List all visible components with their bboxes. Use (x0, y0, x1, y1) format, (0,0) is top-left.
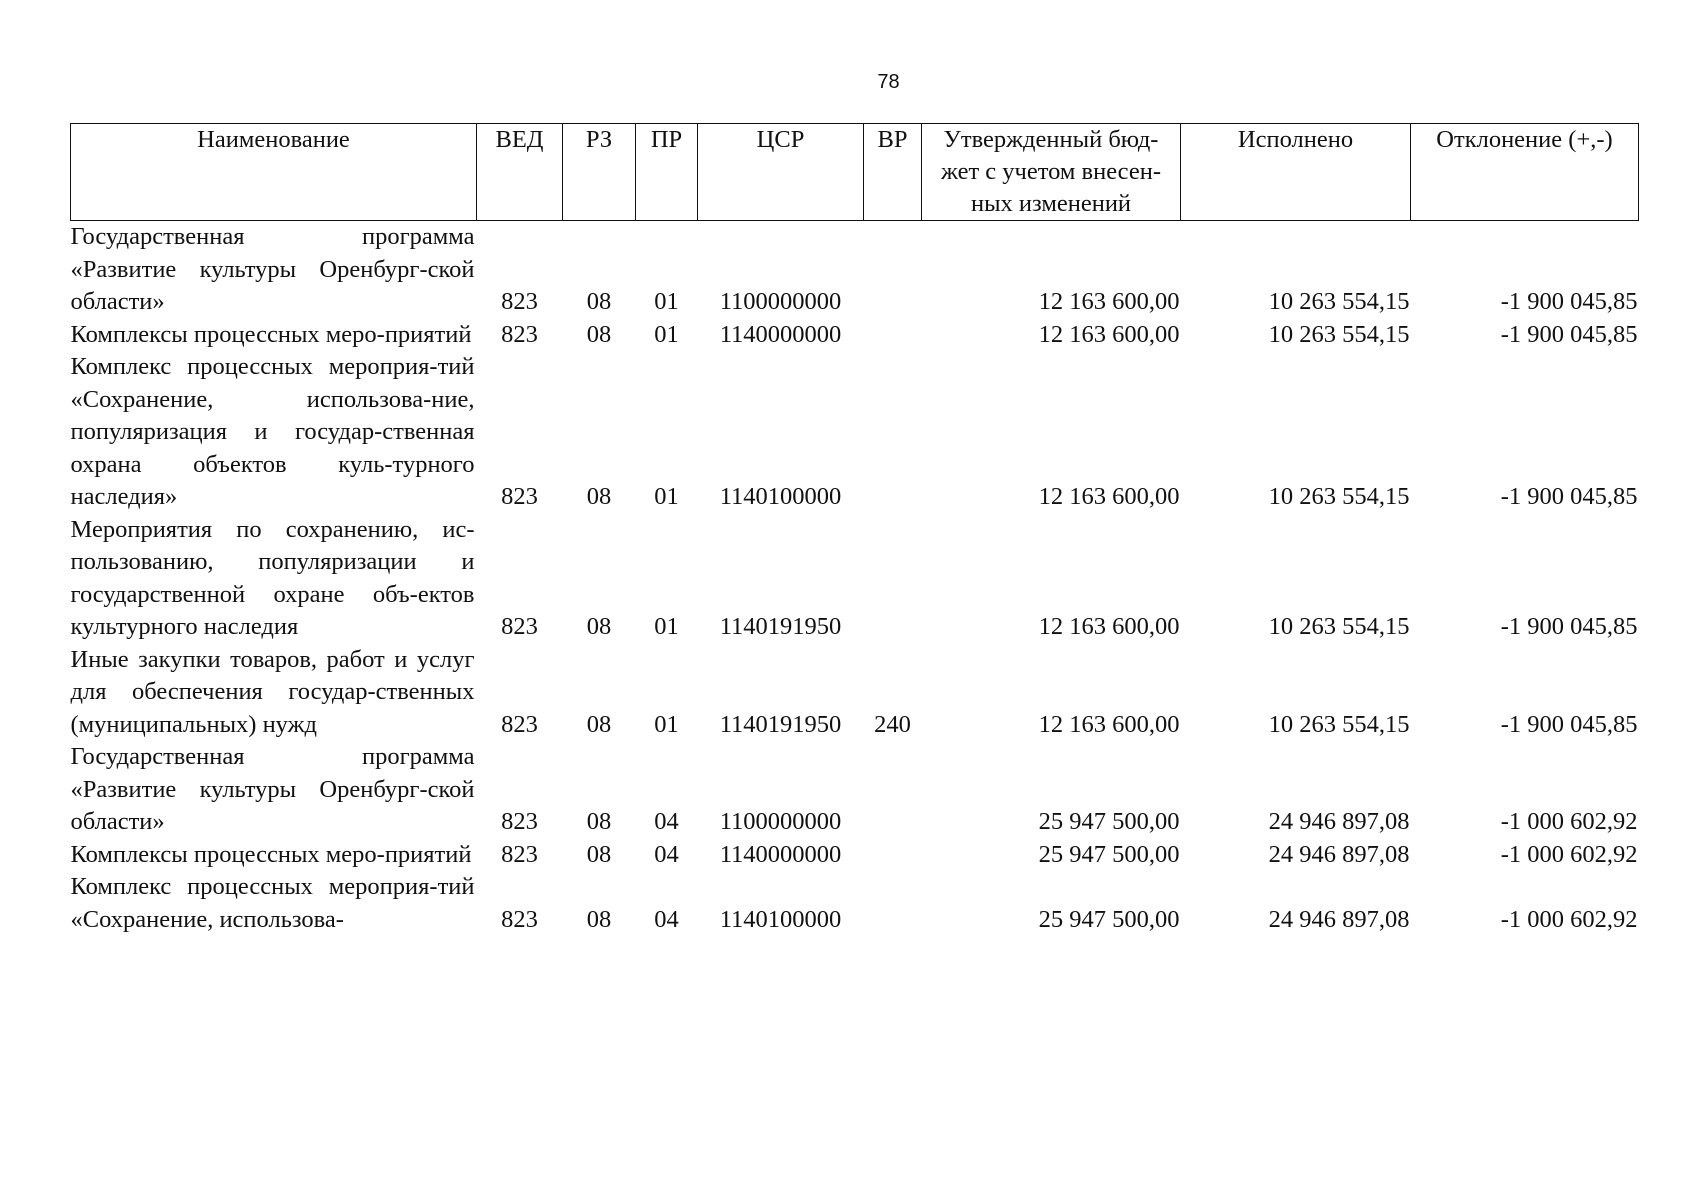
row-approved-budget: 25 947 500,00 (1038, 840, 1180, 868)
row-ved: 823 (501, 613, 538, 640)
row-rz: 08 (586, 905, 612, 933)
row-rz: 08 (586, 613, 612, 640)
row-executed: 10 263 554,15 (1268, 613, 1410, 640)
header-rz: РЗ (563, 124, 636, 221)
row-name: Комплексы процессных меро-приятий (70, 320, 472, 348)
row-rz: 08 (586, 710, 612, 738)
row-name: Комплекс процессных мероприя-тий «Сохранение, использова- (70, 873, 475, 933)
row-rz: 08 (586, 840, 612, 868)
row-rz: 08 (586, 808, 612, 835)
row-pr: 01 (654, 710, 679, 738)
header-deviation: Отклонение (+,-) (1411, 124, 1639, 221)
row-approved-budget: 12 163 600,00 (1038, 320, 1180, 348)
table-row (71, 741, 1639, 839)
row-csr: 1140000000 (719, 840, 842, 868)
row-approved-budget: 12 163 600,00 (1038, 483, 1180, 510)
row-ved: 823 (501, 320, 538, 348)
row-pr: 04 (654, 840, 679, 868)
row-executed: 10 263 554,15 (1268, 320, 1410, 348)
table-header-row (71, 124, 1639, 221)
header-pr: ПР (636, 124, 698, 221)
row-csr: 1140100000 (719, 905, 842, 933)
row-name: Государственная программа «Развитие культуры Оренбург-ской области» (70, 743, 475, 835)
table-row (71, 871, 1639, 936)
row-rz: 08 (586, 483, 612, 510)
header-approved-budget: Утвержденный бюд-жет с учетом внесен-ных изменений (922, 124, 1181, 221)
row-executed: 24 946 897,08 (1268, 905, 1410, 933)
row-ved: 823 (501, 483, 538, 510)
row-rz: 08 (586, 320, 612, 348)
row-pr: 01 (654, 288, 679, 315)
page-number: 78 (877, 71, 900, 93)
row-approved-budget: 12 163 600,00 (1038, 613, 1180, 640)
row-ved: 823 (501, 288, 538, 315)
table-row (71, 351, 1639, 514)
row-csr: 1140100000 (719, 483, 842, 510)
row-deviation: -1 900 045,85 (1500, 613, 1638, 640)
row-vr (864, 351, 922, 514)
row-ved: 823 (501, 905, 538, 933)
row-deviation: -1 900 045,85 (1500, 710, 1638, 738)
row-rz: 08 (586, 288, 612, 315)
budget-execution-table (70, 123, 1639, 936)
header-name: Наименование (71, 124, 477, 221)
row-deviation: -1 000 602,92 (1500, 808, 1638, 835)
row-pr: 04 (654, 808, 679, 835)
row-executed: 10 263 554,15 (1268, 288, 1410, 315)
row-vr (864, 741, 922, 839)
row-name: Комплекс процессных мероприя-тий «Сохранение, использова-ние, популяризация и государ-ственная охрана объектов куль-турного наследия» (70, 353, 475, 510)
row-pr: 01 (654, 320, 679, 348)
table-row (71, 644, 1639, 742)
table-row (71, 839, 1639, 872)
row-approved-budget: 12 163 600,00 (1038, 288, 1180, 315)
table-row (71, 514, 1639, 644)
row-vr (864, 319, 922, 352)
row-csr: 1140000000 (719, 320, 842, 348)
row-vr (864, 221, 922, 319)
header-vr: ВР (864, 124, 922, 221)
table-row (71, 319, 1639, 352)
row-name: Комплексы процессных меро-приятий (70, 840, 472, 868)
header-ved: ВЕД (477, 124, 563, 221)
row-approved-budget: 25 947 500,00 (1038, 905, 1180, 933)
row-vr (864, 871, 922, 936)
row-executed: 10 263 554,15 (1268, 483, 1410, 510)
row-ved: 823 (501, 808, 538, 835)
row-approved-budget: 25 947 500,00 (1038, 808, 1180, 835)
row-vr: 240 (874, 710, 911, 738)
row-deviation: -1 900 045,85 (1500, 288, 1638, 315)
row-deviation: -1 900 045,85 (1500, 320, 1638, 348)
row-executed: 24 946 897,08 (1268, 808, 1410, 835)
row-ved: 823 (501, 840, 538, 868)
header-csr: ЦСР (698, 124, 864, 221)
row-vr (864, 839, 922, 872)
row-deviation: -1 000 602,92 (1500, 840, 1638, 868)
row-pr: 01 (654, 483, 679, 510)
row-name: Государственная программа «Развитие культуры Оренбург-ской области» (70, 223, 475, 315)
header-executed: Исполнено (1181, 124, 1411, 221)
row-deviation: -1 900 045,85 (1500, 483, 1638, 510)
row-name: Иные закупки товаров, работ и услуг для обеспечения государ-ственных (муниципальных) нужд (70, 645, 475, 738)
row-pr: 04 (654, 905, 679, 933)
row-pr: 01 (654, 613, 679, 640)
table-row (71, 221, 1639, 319)
row-vr (864, 514, 922, 644)
row-ved: 823 (501, 710, 538, 738)
row-approved-budget: 12 163 600,00 (1038, 710, 1180, 738)
row-csr: 1140191950 (719, 710, 842, 738)
row-executed: 10 263 554,15 (1268, 710, 1410, 738)
row-name: Мероприятия по сохранению, ис-пользованию, популяризации и государственной охране объ-ектов культурного наследия (70, 515, 475, 640)
row-csr: 1140191950 (719, 613, 842, 640)
row-csr: 1100000000 (719, 808, 842, 835)
row-csr: 1100000000 (719, 288, 842, 315)
row-executed: 24 946 897,08 (1268, 840, 1410, 868)
row-deviation: -1 000 602,92 (1500, 905, 1638, 933)
